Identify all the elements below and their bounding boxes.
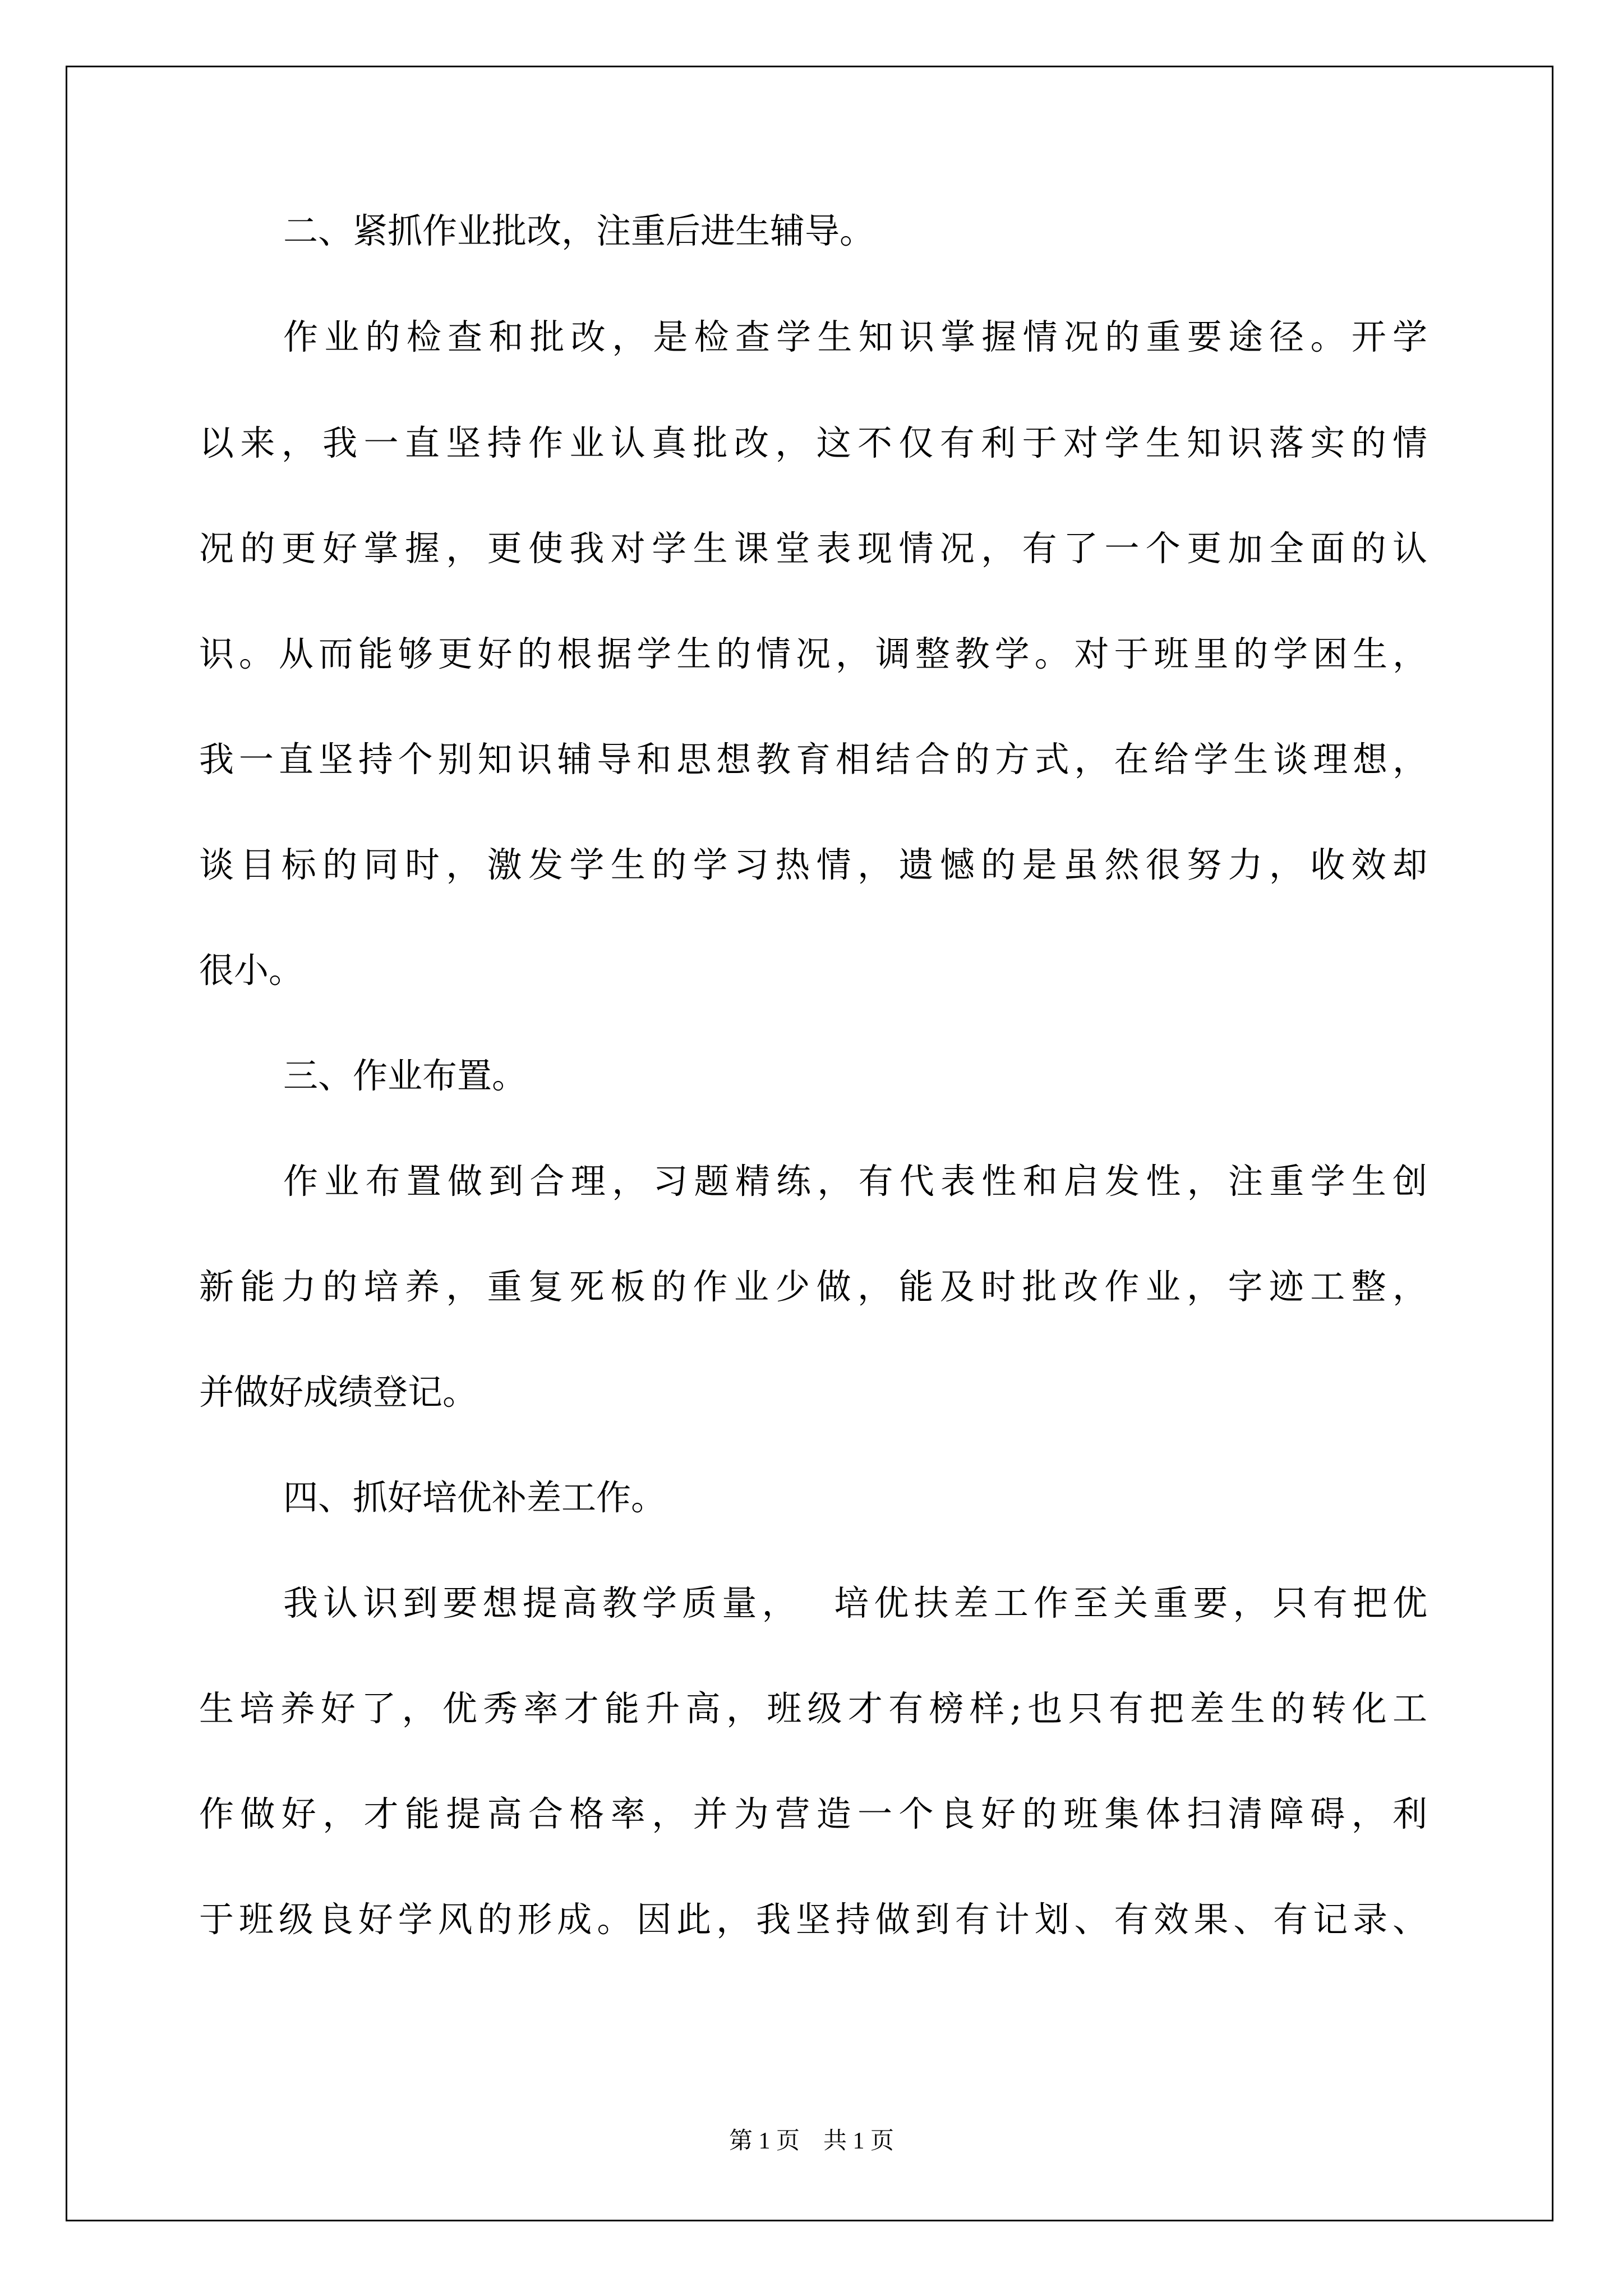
page-footer — [0, 2124, 1623, 2158]
paragraph-line: 谈目标的同时，激发学生的学习热情，遗憾的是虽然很努力，收效却 — [199, 844, 1427, 885]
paragraph-line: 我认识到要想提高教学质量， 培优扶差工作至关重要，只有把优 — [283, 1582, 1427, 1623]
paragraph-line: 以来，我一直坚持作业认真批改，这不仅有利于对学生知识落实的情 — [199, 422, 1427, 463]
paragraph-line: 况的更好掌握，更使我对学生课堂表现情况，有了一个更加全面的认 — [199, 528, 1427, 569]
paragraph-line: 很小。 — [199, 950, 304, 991]
paragraph-line: 作业布置做到合理，习题精练，有代表性和启发性，注重学生创 — [283, 1161, 1427, 1202]
paragraph-line: 新能力的培养，重复死板的作业少做，能及时批改作业，字迹工整， — [199, 1266, 1427, 1307]
paragraph-line: 识。从而能够更好的根据学生的情况，调整教学。对于班里的学困生， — [199, 633, 1427, 674]
paragraph-line: 于班级良好学风的形成。因此，我坚持做到有计划、有效果、有记录、 — [199, 1899, 1427, 1940]
paragraph-line: 我一直坚持个别知识辅导和思想教育相结合的方式，在给学生谈理想， — [199, 739, 1427, 780]
section-heading-4: 四、抓好培优补差工作。 — [283, 1477, 666, 1518]
paragraph-line: 作业的检查和批改，是检查学生知识掌握情况的重要途径。开学 — [283, 316, 1427, 357]
page-total: 共 1 页 — [823, 2128, 895, 2154]
section-heading-3: 三、作业布置。 — [283, 1055, 527, 1096]
paragraph-line: 并做好成绩登记。 — [199, 1372, 478, 1412]
paragraph-line: 生培养好了，优秀率才能升高，班级才有榜样;也只有把差生的转化工 — [199, 1688, 1427, 1729]
section-heading-2: 二、紧抓作业批改，注重后进生辅导。 — [283, 210, 875, 251]
page-number: 第 1 页 — [728, 2128, 800, 2154]
paragraph-line: 作做好，才能提高合格率，并为营造一个良好的班集体扫清障碍，利 — [199, 1793, 1427, 1834]
